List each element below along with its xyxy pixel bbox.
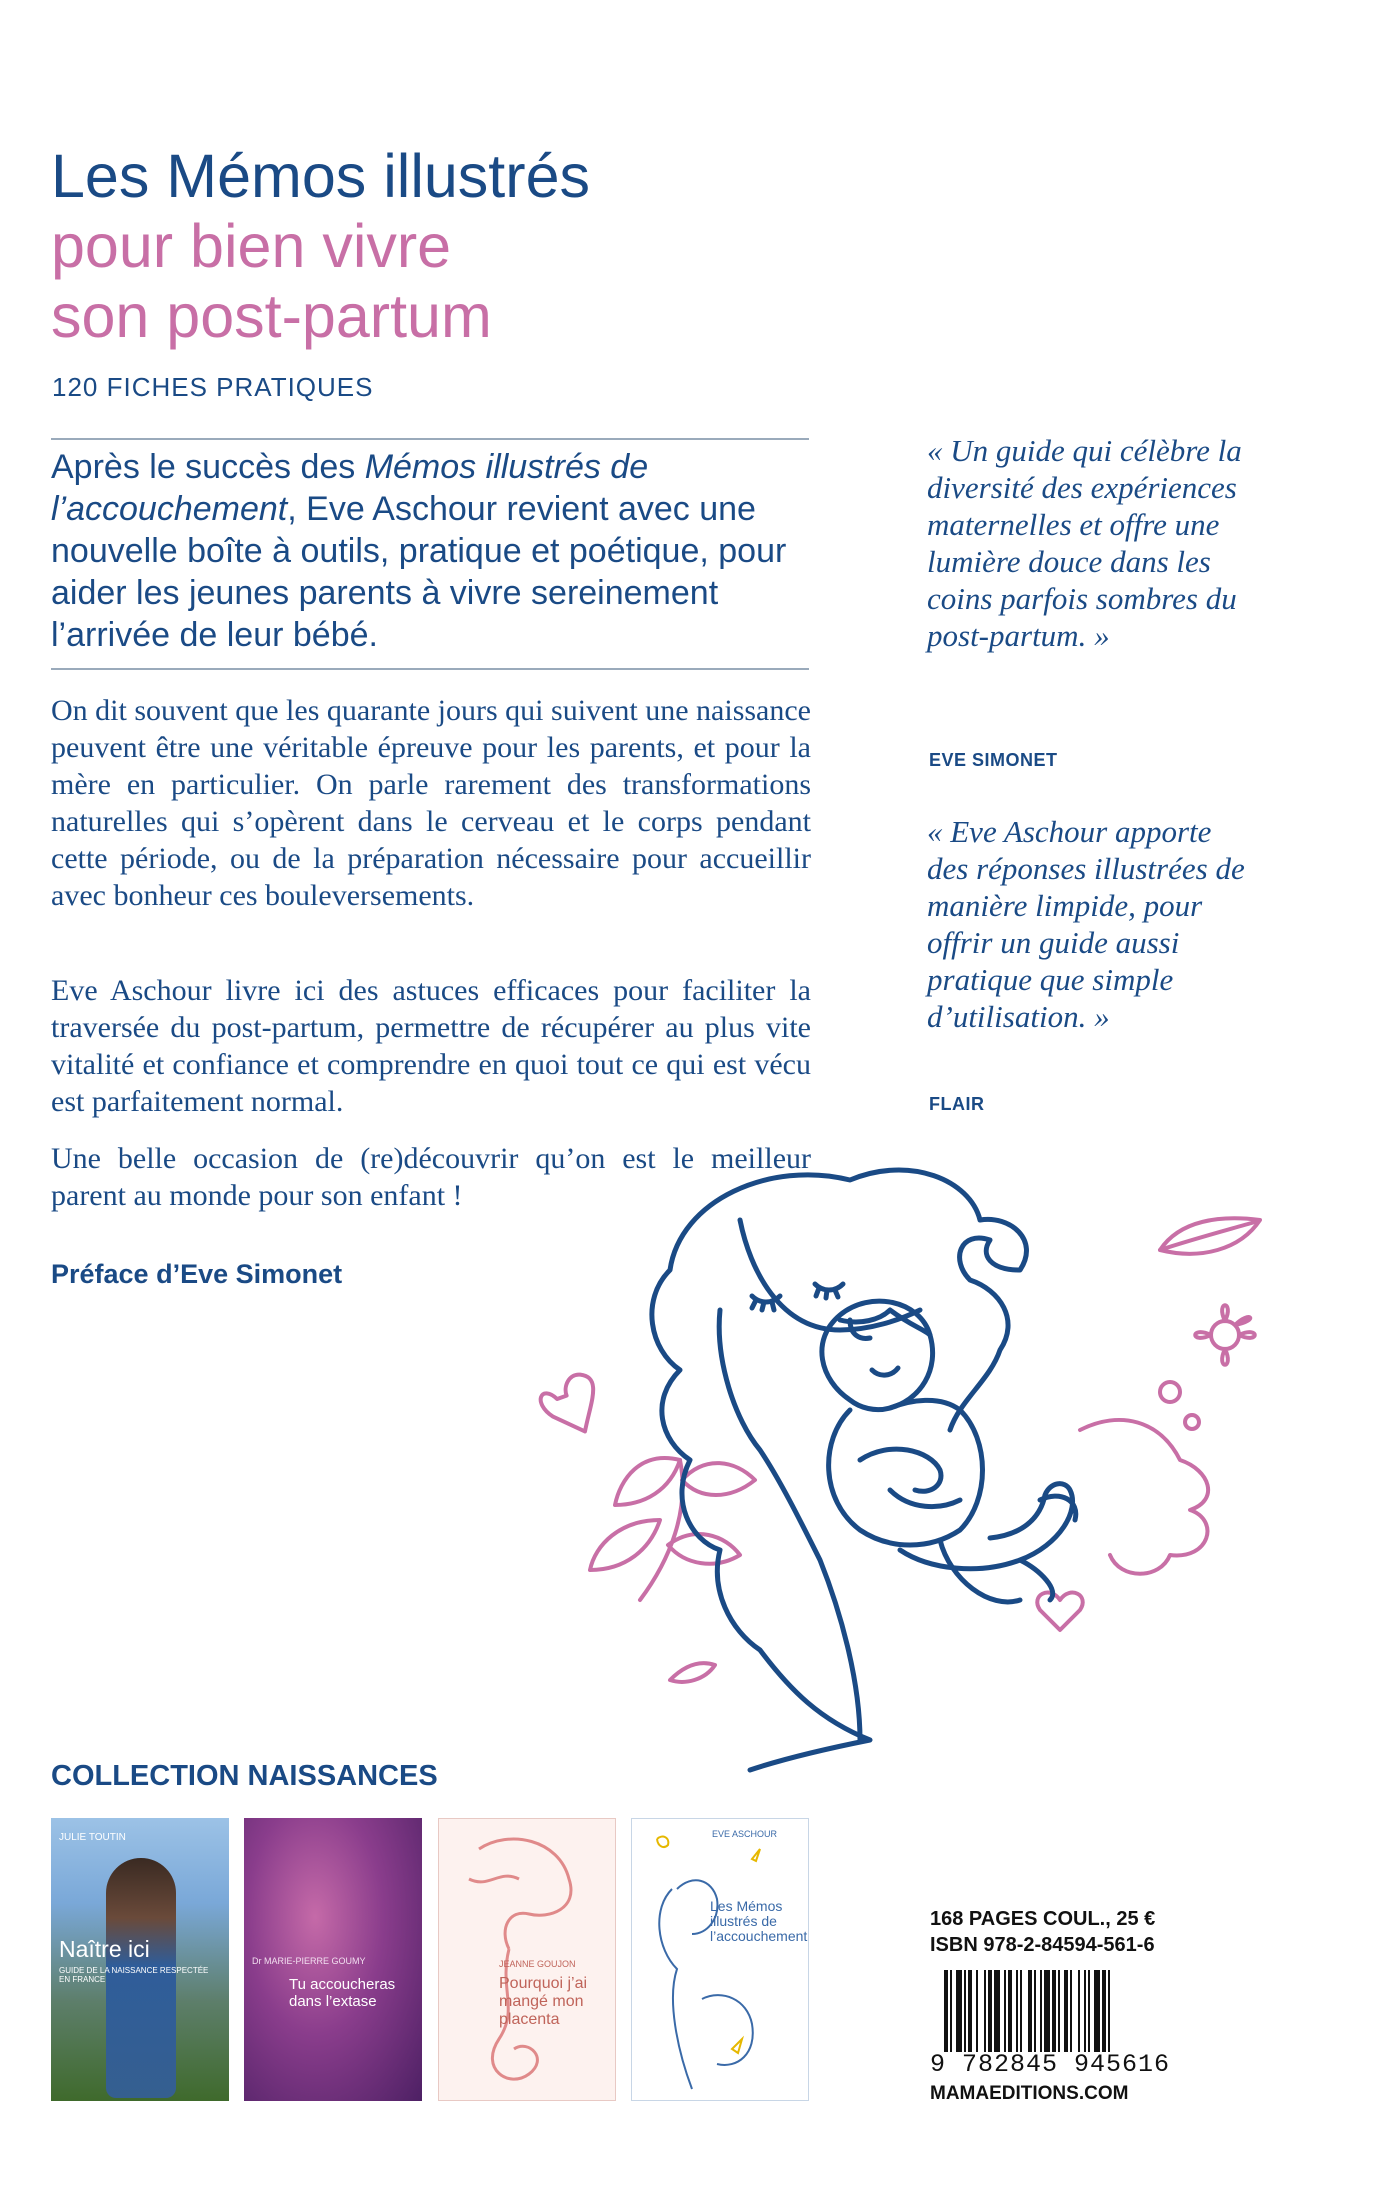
book-cover-placenta <box>438 1818 616 2101</box>
flower-icon <box>1195 1305 1255 1365</box>
heart-small-icon <box>1037 1593 1082 1630</box>
book-cover-extase <box>244 1818 422 2101</box>
book-1-author: JULIE TOUTIN <box>59 1832 126 1843</box>
book-3-title: Pourquoi j’ai mangé mon placenta <box>499 1975 588 2028</box>
intro-text-after: , Eve Aschour revient avec une nouvelle boîte à outils, pratique et poétique, pour aider les jeunes parents à vivre sereinement l’arrivée de leur bébé. <box>51 490 787 654</box>
preface-credit: Préface d’Eve Simonet <box>51 1259 343 1289</box>
title-line-2: pour bien vivre <box>51 212 452 280</box>
body-paragraph-2: Eve Aschour livre ici des astuces efficaces pour faciliter la traversée du post-partum, permettre de récupérer au plus vite vitalité et confiance et comprendre en quoi tout ce qui est vécu est parfaitement normal. <box>51 974 811 1118</box>
barcode-digits: 9 782845 945616 <box>930 2050 1171 2079</box>
book-1-subtitle: GUIDE DE LA NAISSANCE RESPECTÉE EN FRANCE <box>59 1966 209 1984</box>
quote-1: « Un guide qui célèbre la diversité des expériences maternelles et offre une lumière douce dans les coins parfois sombres du post-partum. » <box>927 433 1242 653</box>
baby-arm <box>860 1449 941 1491</box>
book-4-title: Les Mémos illustrés de l’accouchement <box>710 1898 808 1944</box>
quote-2-author: FLAIR <box>929 1094 985 1114</box>
leaf-branch-icon <box>640 1460 683 1600</box>
mother-hair-outline <box>652 1170 1027 1770</box>
book-3-author: JEANNE GOUJON <box>499 1959 576 1969</box>
website: MAMAEDITIONS.COM <box>930 2083 1129 2104</box>
drop-icon <box>670 1663 715 1682</box>
isbn: ISBN 978-2-84594-561-6 <box>930 1934 1155 1956</box>
quote-1-author: EVE SIMONET <box>929 750 1058 770</box>
barcode <box>930 1970 1215 2080</box>
intro-book-title: Mémos illustrés de l’accouchement <box>51 448 649 528</box>
book-2-author: Dr MARIE-PIERRE GOUMY <box>252 1956 366 1966</box>
mother-outline-illustration <box>632 1819 809 2101</box>
book-1-title: Naître ici <box>59 1936 150 1962</box>
divider-bottom <box>51 668 809 670</box>
divider-top <box>51 438 809 440</box>
collection-title: COLLECTION NAISSANCES <box>51 1760 438 1792</box>
quote-2: « Eve Aschour apporte des réponses illustrées de manière limpide, pour offrir un guide aussi pratique que simple d’utilisation. » <box>927 814 1245 1034</box>
mother-baby-illustration <box>520 1160 1300 1780</box>
pages-price: 168 PAGES COUL., 25 € <box>930 1908 1156 1930</box>
title-line-1: Les Mémos illustrés <box>51 142 590 210</box>
body-paragraph-1: On dit souvent que les quarante jours qui suivent une naissance peuvent être une véritable épreuve pour les parents, et pour la mère en particulier. On parle rarement des transformations naturelles qui s’opèrent dans le cerveau et le corps pendant cette période, ou de la préparation nécessaire pour accueillir avec bonheur ces bouleversements. <box>51 694 811 912</box>
intro-paragraph <box>51 446 811 656</box>
heart-icon <box>536 1371 607 1443</box>
intro-text-before: Après le succès des <box>51 448 365 486</box>
book-cover-memos-accouchement <box>631 1818 809 2101</box>
barcode-bars <box>944 1970 1212 2052</box>
title-line-3: son post-partum <box>51 282 492 350</box>
book-4-author: EVE ASCHOUR <box>712 1829 778 1839</box>
book-cover-naitre-ici <box>51 1818 229 2101</box>
baby-body <box>829 1400 983 1545</box>
body-paragraph-3: Une belle occasion de (re)découvrir qu’on est le meilleur parent au monde pour son enfant ! <box>51 1142 811 1212</box>
barcode-bar <box>1110 1970 1114 2052</box>
book-2-title: Tu accoucheras dans l’extase <box>289 1976 396 2010</box>
splash-icon <box>1080 1420 1208 1574</box>
subtitle: 120 FICHES PRATIQUES <box>52 372 374 402</box>
